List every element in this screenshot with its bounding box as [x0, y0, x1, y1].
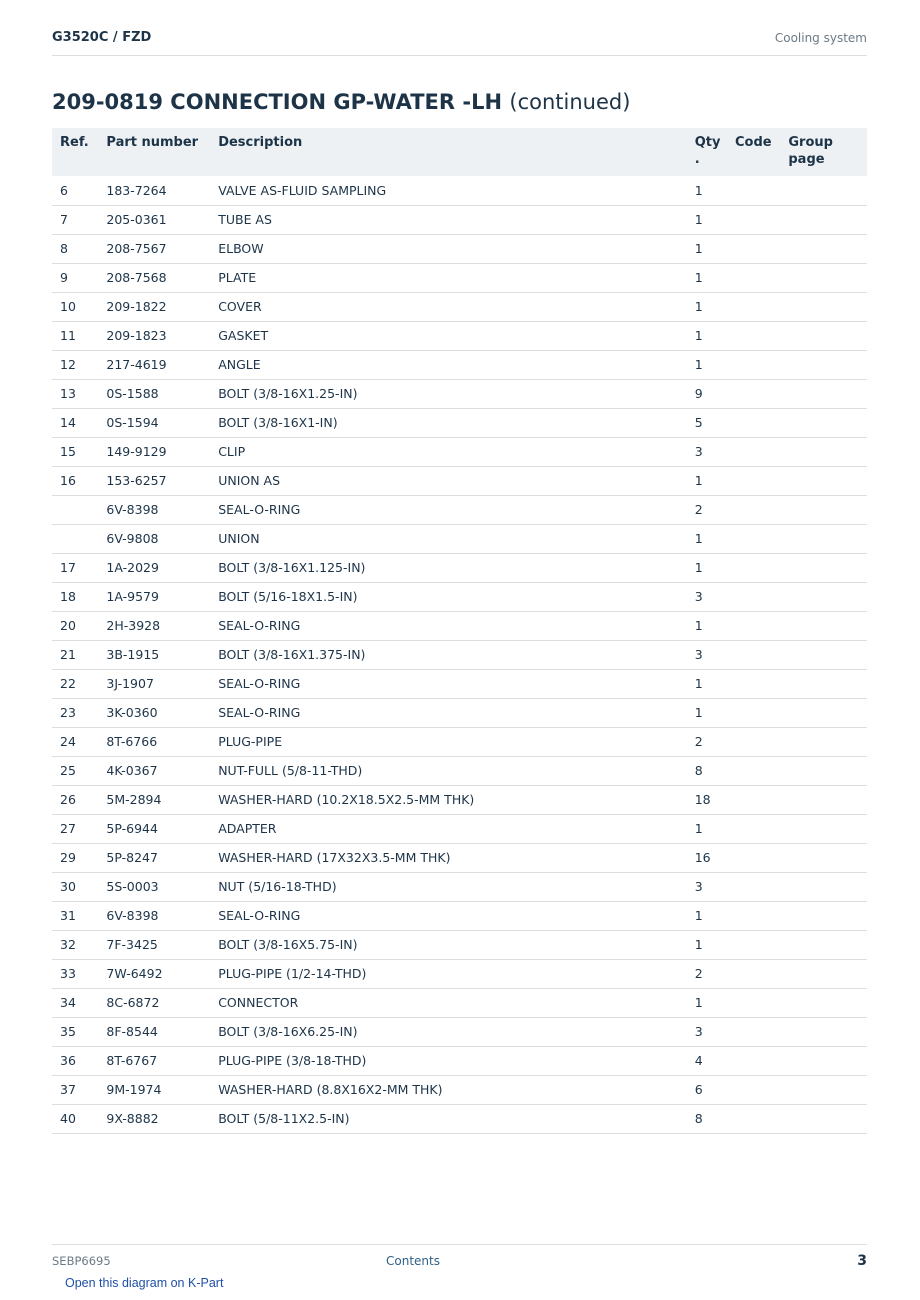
cell-qty: 6 — [695, 1075, 735, 1104]
table-row — [52, 582, 867, 611]
cell-description: BOLT (3/8-16X5.75-IN) — [218, 930, 695, 959]
table-row — [52, 553, 867, 582]
cell-group-page — [788, 640, 867, 669]
cell-qty: 3 — [695, 1017, 735, 1046]
cell-part-number: 8T-6766 — [106, 727, 218, 756]
column-header-description: Description — [218, 128, 695, 176]
cell-qty: 2 — [695, 495, 735, 524]
cell-ref: 18 — [52, 582, 106, 611]
cell-qty: 3 — [695, 872, 735, 901]
page-number: 3 — [857, 1253, 867, 1269]
cell-description: NUT-FULL (5/8-11-THD) — [218, 756, 695, 785]
table-row — [52, 1046, 867, 1075]
cell-group-page — [788, 524, 867, 553]
table-row — [52, 321, 867, 350]
cell-code — [735, 669, 788, 698]
cell-ref: 37 — [52, 1075, 106, 1104]
cell-group-page — [788, 872, 867, 901]
cell-description: CLIP — [218, 437, 695, 466]
table-row — [52, 785, 867, 814]
document-id: SEBP6695 — [52, 1254, 111, 1268]
table-row — [52, 350, 867, 379]
cell-qty: 1 — [695, 988, 735, 1017]
cell-code — [735, 495, 788, 524]
cell-part-number: 3B-1915 — [106, 640, 218, 669]
cell-part-number: 209-1822 — [106, 292, 218, 321]
table-row — [52, 495, 867, 524]
cell-code — [735, 901, 788, 930]
cell-code — [735, 814, 788, 843]
cell-group-page — [788, 495, 867, 524]
cell-code — [735, 756, 788, 785]
table-row — [52, 466, 867, 495]
cell-description: ANGLE — [218, 350, 695, 379]
cell-group-page — [788, 437, 867, 466]
title-suffix: (continued) — [509, 90, 631, 114]
cell-ref: 17 — [52, 553, 106, 582]
cell-code — [735, 959, 788, 988]
cell-qty: 1 — [695, 814, 735, 843]
cell-ref: 21 — [52, 640, 106, 669]
cell-code — [735, 1017, 788, 1046]
title-main: 209-0819 CONNECTION GP-WATER -LH — [52, 90, 503, 114]
cell-part-number: 5S-0003 — [106, 872, 218, 901]
cell-group-page — [788, 1017, 867, 1046]
cell-group-page — [788, 553, 867, 582]
cell-qty: 1 — [695, 930, 735, 959]
cell-code — [735, 350, 788, 379]
cell-code — [735, 553, 788, 582]
cell-qty: 5 — [695, 408, 735, 437]
cell-code — [735, 872, 788, 901]
cell-part-number: 4K-0367 — [106, 756, 218, 785]
cell-code — [735, 321, 788, 350]
table-row — [52, 756, 867, 785]
table-row — [52, 379, 867, 408]
cell-part-number: 3J-1907 — [106, 669, 218, 698]
cell-ref: 29 — [52, 843, 106, 872]
cell-code — [735, 1046, 788, 1075]
cell-group-page — [788, 785, 867, 814]
cell-code — [735, 930, 788, 959]
cell-group-page — [788, 988, 867, 1017]
cell-description: BOLT (3/8-16X6.25-IN) — [218, 1017, 695, 1046]
cell-ref: 31 — [52, 901, 106, 930]
cell-description: WASHER-HARD (10.2X18.5X2.5-MM THK) — [218, 785, 695, 814]
cell-description: SEAL-O-RING — [218, 698, 695, 727]
cell-qty: 3 — [695, 640, 735, 669]
table-row — [52, 843, 867, 872]
cell-description: PLUG-PIPE (1/2-14-THD) — [218, 959, 695, 988]
table-row — [52, 814, 867, 843]
cell-part-number: 217-4619 — [106, 350, 218, 379]
table-row — [52, 263, 867, 292]
cell-group-page — [788, 814, 867, 843]
cell-group-page — [788, 843, 867, 872]
cell-code — [735, 1104, 788, 1133]
cell-description: TUBE AS — [218, 205, 695, 234]
cell-part-number: 5P-8247 — [106, 843, 218, 872]
cell-part-number: 208-7568 — [106, 263, 218, 292]
cell-part-number: 6V-9808 — [106, 524, 218, 553]
table-row — [52, 669, 867, 698]
cell-code — [735, 263, 788, 292]
cell-ref — [52, 495, 106, 524]
cell-description: VALVE AS-FLUID SAMPLING — [218, 176, 695, 205]
cell-ref: 40 — [52, 1104, 106, 1133]
cell-part-number: 8F-8544 — [106, 1017, 218, 1046]
cell-ref: 23 — [52, 698, 106, 727]
cell-qty: 1 — [695, 698, 735, 727]
cell-part-number: 7F-3425 — [106, 930, 218, 959]
cell-group-page — [788, 350, 867, 379]
cell-description: COVER — [218, 292, 695, 321]
table-row — [52, 640, 867, 669]
table-header-row — [52, 128, 867, 176]
cell-qty: 3 — [695, 582, 735, 611]
cell-group-page — [788, 959, 867, 988]
cell-code — [735, 466, 788, 495]
cell-qty: 8 — [695, 1104, 735, 1133]
cell-group-page — [788, 1075, 867, 1104]
cell-description: BOLT (3/8-16X1.25-IN) — [218, 379, 695, 408]
cell-ref: 24 — [52, 727, 106, 756]
cell-group-page — [788, 292, 867, 321]
page-header — [52, 28, 867, 56]
table-row — [52, 176, 867, 205]
column-header-qty: Qty . — [695, 128, 735, 176]
cell-qty: 1 — [695, 205, 735, 234]
column-header-ref: Ref. — [52, 128, 106, 176]
cell-group-page — [788, 379, 867, 408]
cell-group-page — [788, 727, 867, 756]
column-header-code: Code — [735, 128, 788, 176]
cell-group-page — [788, 466, 867, 495]
cell-description: PLATE — [218, 263, 695, 292]
cell-code — [735, 176, 788, 205]
cell-group-page — [788, 930, 867, 959]
cell-description: BOLT (5/16-18X1.5-IN) — [218, 582, 695, 611]
cell-group-page — [788, 1104, 867, 1133]
cell-ref: 12 — [52, 350, 106, 379]
cell-description: ADAPTER — [218, 814, 695, 843]
cell-qty: 2 — [695, 959, 735, 988]
table-row — [52, 698, 867, 727]
cell-description: BOLT (3/8-16X1.125-IN) — [218, 553, 695, 582]
cell-description: GASKET — [218, 321, 695, 350]
cell-part-number: 153-6257 — [106, 466, 218, 495]
table-row — [52, 292, 867, 321]
cell-part-number: 9X-8882 — [106, 1104, 218, 1133]
cell-code — [735, 205, 788, 234]
cell-qty: 1 — [695, 292, 735, 321]
cell-ref: 33 — [52, 959, 106, 988]
table-row — [52, 872, 867, 901]
cell-description: BOLT (3/8-16X1.375-IN) — [218, 640, 695, 669]
cell-ref: 30 — [52, 872, 106, 901]
cell-part-number: 205-0361 — [106, 205, 218, 234]
cell-group-page — [788, 1046, 867, 1075]
cell-code — [735, 379, 788, 408]
cell-code — [735, 408, 788, 437]
cell-description: NUT (5/16-18-THD) — [218, 872, 695, 901]
cell-qty: 3 — [695, 437, 735, 466]
cell-ref: 32 — [52, 930, 106, 959]
cell-description: SEAL-O-RING — [218, 495, 695, 524]
cell-part-number: 2H-3928 — [106, 611, 218, 640]
model-label: G3520C / FZD — [52, 30, 152, 45]
cell-part-number: 3K-0360 — [106, 698, 218, 727]
table-row — [52, 437, 867, 466]
kpart-link[interactable]: Open this diagram on K-Part — [65, 1276, 224, 1290]
cell-description: UNION AS — [218, 466, 695, 495]
cell-ref: 11 — [52, 321, 106, 350]
cell-code — [735, 524, 788, 553]
cell-description: SEAL-O-RING — [218, 611, 695, 640]
cell-code — [735, 785, 788, 814]
parts-table — [52, 128, 867, 1134]
cell-qty: 1 — [695, 611, 735, 640]
cell-part-number: 0S-1588 — [106, 379, 218, 408]
cell-part-number: 9M-1974 — [106, 1075, 218, 1104]
table-row — [52, 1075, 867, 1104]
cell-description: UNION — [218, 524, 695, 553]
cell-code — [735, 988, 788, 1017]
cell-ref: 25 — [52, 756, 106, 785]
cell-group-page — [788, 205, 867, 234]
cell-ref — [52, 524, 106, 553]
table-row — [52, 959, 867, 988]
cell-qty: 8 — [695, 756, 735, 785]
cell-qty: 2 — [695, 727, 735, 756]
table-row — [52, 408, 867, 437]
cell-description: PLUG-PIPE — [218, 727, 695, 756]
cell-ref: 6 — [52, 176, 106, 205]
parts-table-body — [52, 176, 867, 1133]
cell-part-number: 5P-6944 — [106, 814, 218, 843]
cell-description: WASHER-HARD (8.8X16X2-MM THK) — [218, 1075, 695, 1104]
cell-qty: 1 — [695, 350, 735, 379]
cell-ref: 15 — [52, 437, 106, 466]
cell-part-number: 208-7567 — [106, 234, 218, 263]
cell-part-number: 7W-6492 — [106, 959, 218, 988]
cell-code — [735, 234, 788, 263]
cell-ref: 36 — [52, 1046, 106, 1075]
cell-qty: 1 — [695, 176, 735, 205]
page-title — [52, 90, 630, 114]
cell-code — [735, 698, 788, 727]
cell-ref: 16 — [52, 466, 106, 495]
cell-qty: 1 — [695, 524, 735, 553]
cell-qty: 1 — [695, 234, 735, 263]
cell-group-page — [788, 176, 867, 205]
cell-group-page — [788, 756, 867, 785]
cell-group-page — [788, 234, 867, 263]
cell-ref: 9 — [52, 263, 106, 292]
table-row — [52, 727, 867, 756]
cell-part-number: 209-1823 — [106, 321, 218, 350]
cell-qty: 1 — [695, 263, 735, 292]
cell-group-page — [788, 582, 867, 611]
cell-description: SEAL-O-RING — [218, 901, 695, 930]
cell-qty: 9 — [695, 379, 735, 408]
cell-qty: 1 — [695, 901, 735, 930]
cell-ref: 10 — [52, 292, 106, 321]
cell-ref: 35 — [52, 1017, 106, 1046]
cell-description: ELBOW — [218, 234, 695, 263]
cell-ref: 34 — [52, 988, 106, 1017]
cell-group-page — [788, 408, 867, 437]
section-label: Cooling system — [774, 31, 867, 45]
cell-qty: 18 — [695, 785, 735, 814]
cell-code — [735, 582, 788, 611]
cell-qty: 1 — [695, 553, 735, 582]
cell-group-page — [788, 611, 867, 640]
cell-part-number: 1A-9579 — [106, 582, 218, 611]
cell-part-number: 8C-6872 — [106, 988, 218, 1017]
cell-code — [735, 611, 788, 640]
cell-description: BOLT (5/8-11X2.5-IN) — [218, 1104, 695, 1133]
contents-link[interactable]: Contents — [386, 1254, 440, 1268]
cell-code — [735, 843, 788, 872]
cell-ref: 14 — [52, 408, 106, 437]
cell-group-page — [788, 263, 867, 292]
cell-part-number: 0S-1594 — [106, 408, 218, 437]
cell-ref: 22 — [52, 669, 106, 698]
cell-group-page — [788, 669, 867, 698]
table-row — [52, 611, 867, 640]
cell-code — [735, 437, 788, 466]
table-row — [52, 524, 867, 553]
cell-part-number: 6V-8398 — [106, 901, 218, 930]
cell-qty: 4 — [695, 1046, 735, 1075]
cell-code — [735, 1075, 788, 1104]
cell-part-number: 183-7264 — [106, 176, 218, 205]
cell-description: CONNECTOR — [218, 988, 695, 1017]
column-header-part-number: Part number — [106, 128, 218, 176]
table-row — [52, 205, 867, 234]
cell-code — [735, 292, 788, 321]
table-row — [52, 930, 867, 959]
cell-group-page — [788, 321, 867, 350]
cell-qty: 1 — [695, 669, 735, 698]
cell-code — [735, 640, 788, 669]
table-row — [52, 234, 867, 263]
cell-code — [735, 727, 788, 756]
cell-part-number: 1A-2029 — [106, 553, 218, 582]
cell-ref: 7 — [52, 205, 106, 234]
table-row — [52, 1017, 867, 1046]
cell-description: PLUG-PIPE (3/8-18-THD) — [218, 1046, 695, 1075]
cell-part-number: 6V-8398 — [106, 495, 218, 524]
cell-qty: 1 — [695, 466, 735, 495]
cell-ref: 8 — [52, 234, 106, 263]
cell-ref: 13 — [52, 379, 106, 408]
column-header-group-page: Group page — [788, 128, 867, 176]
cell-part-number: 149-9129 — [106, 437, 218, 466]
table-row — [52, 1104, 867, 1133]
cell-part-number: 8T-6767 — [106, 1046, 218, 1075]
cell-ref: 26 — [52, 785, 106, 814]
cell-group-page — [788, 698, 867, 727]
table-row — [52, 901, 867, 930]
table-row — [52, 988, 867, 1017]
cell-description: BOLT (3/8-16X1-IN) — [218, 408, 695, 437]
cell-ref: 20 — [52, 611, 106, 640]
cell-ref: 27 — [52, 814, 106, 843]
cell-description: SEAL-O-RING — [218, 669, 695, 698]
cell-qty: 16 — [695, 843, 735, 872]
cell-group-page — [788, 901, 867, 930]
cell-qty: 1 — [695, 321, 735, 350]
cell-part-number: 5M-2894 — [106, 785, 218, 814]
page-footer — [52, 1244, 867, 1271]
cell-description: WASHER-HARD (17X32X3.5-MM THK) — [218, 843, 695, 872]
